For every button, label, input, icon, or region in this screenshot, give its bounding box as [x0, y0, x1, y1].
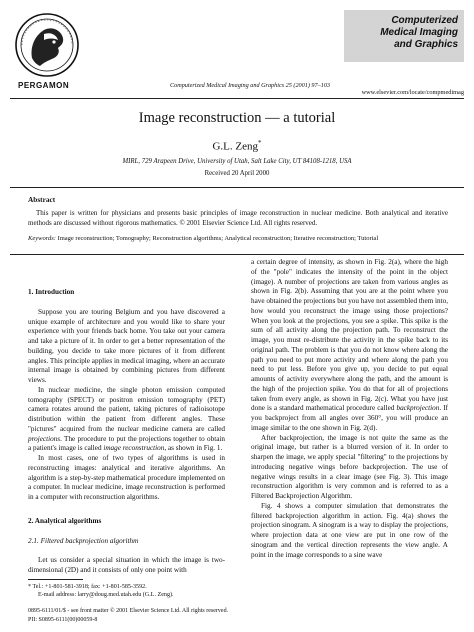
paragraph: Fig. 4 shows a computer simulation that demonstrates the filtered backprojection algorithm in action. Fig. 4(a) shows the projection sinogram. A sinogram is a way to display the projections, where projection data at one view are put in one row of the sinogram and the vertical direction represents the view angle. A point in the image corresponds to a sine wave	[251, 501, 448, 559]
section-heading-introduction: 1. Introduction	[28, 288, 75, 296]
keywords	[28, 234, 448, 243]
subsection-heading-fbp: 2.1. Filtered backprojection algorithm	[28, 536, 139, 545]
author-footnote-mark[interactable]: *	[258, 139, 262, 147]
abstract-top-rule	[10, 187, 464, 188]
publisher-name: PERGAMON	[18, 81, 70, 90]
term-backprojection: backprojection	[396, 404, 440, 413]
right-column	[251, 258, 448, 560]
brand-line-1: Computerized	[391, 15, 458, 26]
text-span: a certain degree of intensity, as shown in Fig. 2(a), where the high of the "pole" indicates the intensity of the point in the object (image). A number of projections are taken from various angles as shown in Fig. 2(b). Assuming that you are at the point where you have obtained the projections but you have not assembled them into, how would you reconstruct the image using those projections? When you look at the projections, you see a spike. This spike is the sum of all activity along the projection path. To reconstruct the image, you must re-distribute the activity in the spike back to its original path. The problem is that you do not know where along the path you need to put more activity and where along the path you need to put less. Before you give up, you decide to put equal amounts of activity everywhere along the path, and the amount is the high of the projection spike. You do that for all of projections taken from every angle, as shown in Fig. 2(c). What you have just done is a standard mathematical procedure called	[251, 258, 449, 413]
author-line	[0, 139, 474, 153]
paragraph	[28, 386, 225, 454]
footnote-rule	[28, 579, 83, 580]
footnote	[28, 583, 228, 599]
abstract-heading: Abstract	[28, 195, 56, 204]
journal-brand-box	[344, 10, 464, 62]
journal-citation: Computerized Medical Imaging and Graphics 25 (2001) 97–103	[170, 82, 330, 89]
footnote-contact: * Tel.: +1-801-581-3918; fax: +1-801-585-3592.	[28, 584, 147, 590]
section-heading-analytical: 2. Analytical algorithms	[28, 516, 102, 525]
header-rule	[10, 98, 464, 99]
paragraph	[251, 258, 448, 434]
author-name: G.L. Zeng	[212, 140, 258, 153]
paragraph: After backprojection, the image is not quite the same as the original image, but rather is a blurred version of it. In order to sharpen the image, we apply special "filtering" to the projections by introducing negative wings before backprojection. The use of negative wings results in a clear image (see Fig. 3). This image reconstruction algorithm is very common and is referred to as a Filtered Backprojection Algorithm.	[251, 433, 448, 500]
author-affiliation: MIRL, 729 Arapeen Drive, University of Utah, Salt Lake City, UT 84108-1218, USA	[122, 158, 352, 165]
publisher-logo-icon	[14, 12, 80, 78]
brand-line-2: Medical Imaging	[380, 27, 458, 38]
footnote-email[interactable]: E-mail address: larry@doug.med.utah.edu (G.L. Zeng).	[38, 592, 174, 598]
received-date: Received 20 April 2000	[204, 170, 270, 177]
paragraph: Suppose you are touring Belgium and you have discovered a unique example of architecture and you would like to share your experience with your friends back home. You take out your camera and take a picture of it. In order to get a better representation of the building, you decide to take more pictures of it from different angles. This principle applies in medical imaging, where an accurate internal image is obtained by combining pictures from different views.	[28, 307, 225, 384]
text-span: . If you backproject from all angles over 360°, you will produce an image similar to the one shown in Fig. 2(d).	[251, 404, 448, 432]
paragraph: Let us consider a special situation in which the image is two-dimensional (2D) and it consists of only one point with	[28, 556, 225, 574]
text-span: , as shown in Fig. 1.	[164, 444, 223, 453]
abstract-text: This paper is written for physicians and presents basic principles of image reconstruction in nuclear medicine. Both analytical and iterative methods are discussed without rigorous mathematics. © 2001 Elsevier Science Ltd. All rights reserved.	[28, 209, 448, 227]
article-title: Image reconstruction — a tutorial	[138, 110, 336, 126]
term-projections: projections	[28, 434, 61, 443]
paragraph: In most cases, one of two types of algorithms is used in reconstructing images: analytical and iterative algorithms. An algorithm is a step-by-step mathematical procedure implemented on a computer. In nuclear medicine, image reconstruction is performed in a computer with reconstruction algorithms.	[28, 454, 225, 501]
term-image-reconstruction: image reconstruction	[103, 444, 165, 453]
journal-url[interactable]: www.elsevier.com/locate/compmedimag	[361, 89, 464, 96]
left-column	[28, 262, 225, 576]
keywords-text: Image reconstruction; Tomography; Reconstruction algorithms; Analytical reconstruction; Iterative reconstruction; Tutorial	[55, 235, 379, 242]
copyright-line: 0895-6111/01/$ - see front matter © 2001 Elsevier Science Ltd. All rights reserved.	[28, 608, 229, 614]
copyright-block	[28, 607, 248, 624]
abstract-bottom-rule	[10, 254, 464, 255]
text-span: In nuclear medicine, the single photon emission computed tomography (SPECT) or positron emission tomography (PET) camera rotates around the patient, taking pictures of radioisotope distribution within the patient from different angles. These "pictures" acquired from the nuclear medicine camera are called	[28, 385, 225, 433]
journal-header	[10, 8, 464, 96]
keywords-label: Keywords:	[28, 235, 56, 242]
brand-line-3: and Graphics	[394, 39, 458, 50]
pii-line: PII: S0895-6111(00)00059-8	[28, 616, 98, 623]
text-span: . The procedure to put the projections together to obtain a patient's image is called	[28, 434, 225, 453]
